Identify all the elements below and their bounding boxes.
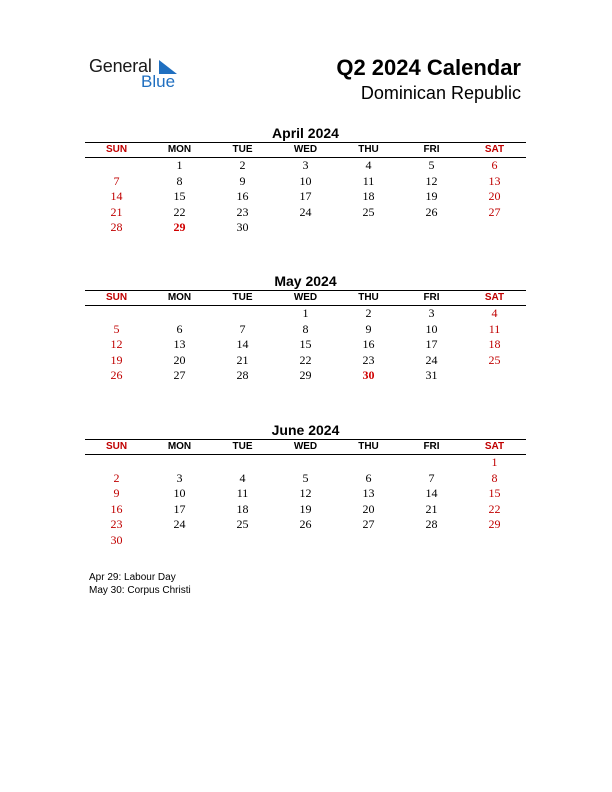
- logo-word-blue: Blue: [141, 72, 176, 91]
- empty-day-cell: [463, 533, 526, 549]
- day-cell: 22: [173, 204, 186, 219]
- empty-day-cell: [400, 455, 463, 471]
- week-row: [85, 322, 526, 338]
- day-cell: 26: [299, 517, 312, 531]
- holiday-note: Apr 29: Labour Day: [89, 572, 176, 583]
- weekday-header: THU: [358, 144, 379, 155]
- day-cell: 16: [362, 337, 375, 351]
- empty-day-cell: [148, 533, 211, 549]
- day-cell: 28: [425, 517, 438, 531]
- weekday-header: WED: [293, 144, 318, 155]
- weekday-header: MON: [167, 144, 192, 155]
- day-cell: 30: [362, 368, 375, 382]
- day-cell: 28: [110, 220, 123, 234]
- day-cell: 22: [488, 501, 501, 516]
- empty-day-cell: [148, 455, 211, 471]
- week-row: [85, 517, 526, 533]
- empty-day-cell: [337, 220, 400, 236]
- day-cell: 15: [299, 337, 312, 351]
- weekday-header: SUN: [105, 292, 128, 303]
- day-cell: 23: [362, 352, 375, 367]
- day-cell: 8: [176, 173, 183, 188]
- weekday-header: THU: [358, 292, 379, 303]
- empty-day-cell: [337, 533, 400, 549]
- weekday-header: MON: [167, 292, 192, 303]
- day-cell: 12: [425, 173, 438, 188]
- day-cell: 20: [362, 501, 375, 516]
- month-title: June 2024: [271, 422, 340, 438]
- day-cell: 1: [302, 306, 309, 320]
- week-row: [85, 353, 526, 369]
- day-cell: 21: [236, 352, 249, 367]
- weekday-header: WED: [293, 441, 318, 452]
- empty-day-cell: [274, 533, 337, 549]
- day-cell: 19: [299, 501, 312, 516]
- day-cell: 2: [239, 158, 246, 172]
- day-cell: 14: [110, 189, 123, 203]
- page-subtitle: Dominican Republic: [360, 83, 521, 103]
- day-cell: 19: [110, 352, 123, 367]
- logo-word-general: General: [89, 56, 152, 76]
- day-cell: 3: [428, 306, 435, 320]
- day-cell: 21: [110, 204, 123, 219]
- day-cell: 5: [428, 158, 435, 172]
- month-title: May 2024: [274, 273, 337, 289]
- weekday-header: THU: [358, 441, 379, 452]
- day-cell: 1: [176, 158, 183, 172]
- day-cell: 6: [176, 321, 183, 336]
- day-cell: 29: [488, 517, 501, 531]
- empty-day-cell: [337, 455, 400, 471]
- day-cell: 30: [236, 220, 249, 234]
- day-cell: 11: [362, 173, 375, 188]
- day-cell: 23: [236, 204, 249, 219]
- week-row: [85, 158, 526, 174]
- empty-day-cell: [463, 220, 526, 236]
- day-cell: 21: [425, 501, 438, 516]
- day-cell: 14: [425, 486, 438, 500]
- weekday-header: SAT: [484, 144, 505, 155]
- day-cell: 9: [365, 321, 372, 336]
- brand-logo: [89, 56, 199, 96]
- weekday-header-row: [85, 142, 526, 158]
- day-cell: 8: [491, 470, 498, 485]
- empty-day-cell: [274, 455, 337, 471]
- day-cell: 27: [488, 204, 501, 219]
- day-cell: 4: [239, 470, 246, 485]
- empty-day-cell: [85, 158, 148, 174]
- day-cell: 29: [173, 220, 186, 234]
- week-row: [85, 502, 526, 518]
- month-calendar-june: [85, 421, 526, 548]
- week-row: [85, 533, 526, 549]
- day-cell: 19: [425, 189, 438, 203]
- day-cell: 23: [110, 517, 123, 531]
- day-cell: 10: [173, 486, 186, 500]
- day-cell: 17: [173, 501, 186, 516]
- week-row: [85, 368, 526, 384]
- day-cell: 1: [491, 455, 498, 469]
- day-cell: 29: [299, 368, 312, 382]
- day-cell: 12: [299, 486, 312, 500]
- week-row: [85, 455, 526, 471]
- day-cell: 6: [365, 470, 372, 485]
- day-cell: 17: [299, 189, 312, 203]
- week-row: [85, 306, 526, 322]
- empty-day-cell: [211, 306, 274, 322]
- day-cell: 15: [173, 189, 186, 203]
- day-cell: 16: [110, 501, 123, 516]
- weekday-header: TUE: [232, 144, 253, 155]
- day-cell: 7: [113, 173, 120, 188]
- day-cell: 26: [425, 204, 438, 219]
- week-row: [85, 471, 526, 487]
- day-cell: 10: [299, 173, 312, 188]
- day-cell: 24: [173, 517, 186, 531]
- day-cell: 9: [113, 486, 120, 500]
- day-cell: 12: [110, 337, 123, 351]
- week-row: [85, 337, 526, 353]
- month-calendar-may: [85, 272, 526, 384]
- weekday-header: TUE: [232, 441, 253, 452]
- empty-day-cell: [211, 533, 274, 549]
- day-cell: 18: [236, 501, 249, 516]
- empty-day-cell: [211, 455, 274, 471]
- day-cell: 16: [236, 189, 249, 203]
- day-cell: 3: [176, 470, 183, 485]
- day-cell: 25: [236, 517, 249, 531]
- day-cell: 2: [113, 470, 120, 485]
- day-cell: 24: [299, 204, 312, 219]
- day-cell: 25: [362, 204, 375, 219]
- empty-day-cell: [274, 220, 337, 236]
- week-row: [85, 174, 526, 190]
- day-cell: 5: [302, 470, 309, 485]
- page-title: Q2 2024 Calendar: [336, 55, 521, 80]
- empty-day-cell: [400, 533, 463, 549]
- week-row: [85, 205, 526, 221]
- day-cell: 18: [488, 337, 501, 351]
- weekday-header: TUE: [232, 292, 253, 303]
- day-cell: 8: [302, 321, 309, 336]
- day-cell: 3: [302, 158, 309, 172]
- weekday-header: FRI: [423, 144, 440, 155]
- weekday-header: SAT: [484, 441, 505, 452]
- day-cell: 13: [173, 337, 186, 351]
- empty-day-cell: [463, 368, 526, 384]
- day-cell: 4: [365, 158, 372, 172]
- weekday-header: SUN: [105, 441, 128, 452]
- day-cell: 7: [239, 321, 246, 336]
- day-cell: 5: [113, 321, 120, 336]
- day-cell: 13: [362, 486, 375, 500]
- holiday-note: May 30: Corpus Christi: [89, 585, 191, 596]
- day-cell: 17: [425, 337, 438, 351]
- empty-day-cell: [148, 306, 211, 322]
- month-calendar-april: [85, 124, 526, 236]
- day-cell: 14: [236, 337, 249, 351]
- day-cell: 31: [425, 368, 438, 382]
- month-title: April 2024: [272, 125, 339, 141]
- week-row: [85, 220, 526, 236]
- weekday-header: WED: [293, 292, 318, 303]
- day-cell: 9: [239, 173, 246, 188]
- week-row: [85, 189, 526, 205]
- day-cell: 25: [488, 352, 501, 367]
- weekday-header: SUN: [105, 144, 128, 155]
- day-cell: 11: [488, 321, 501, 336]
- day-cell: 27: [173, 368, 186, 382]
- day-cell: 13: [488, 173, 501, 188]
- holiday-list: [89, 571, 191, 597]
- day-cell: 26: [110, 368, 123, 382]
- weekday-header: MON: [167, 441, 192, 452]
- empty-day-cell: [85, 455, 148, 471]
- day-cell: 20: [488, 189, 501, 203]
- week-row: [85, 486, 526, 502]
- day-cell: 18: [362, 189, 375, 203]
- day-cell: 28: [236, 368, 249, 382]
- day-cell: 6: [491, 158, 498, 172]
- day-cell: 11: [236, 486, 249, 500]
- day-cell: 4: [491, 306, 498, 320]
- empty-day-cell: [85, 306, 148, 322]
- weekday-header-row: [85, 439, 526, 455]
- day-cell: 20: [173, 352, 186, 367]
- weekday-header: FRI: [423, 292, 440, 303]
- empty-day-cell: [400, 220, 463, 236]
- day-cell: 7: [428, 470, 435, 485]
- day-cell: 2: [365, 306, 372, 320]
- day-cell: 10: [425, 321, 438, 336]
- day-cell: 24: [425, 352, 438, 367]
- weekday-header: SAT: [484, 292, 505, 303]
- day-cell: 15: [488, 486, 501, 500]
- day-cell: 22: [299, 352, 312, 367]
- weekday-header: FRI: [423, 441, 440, 452]
- weekday-header-row: [85, 290, 526, 306]
- day-cell: 27: [362, 517, 375, 531]
- day-cell: 30: [110, 532, 123, 547]
